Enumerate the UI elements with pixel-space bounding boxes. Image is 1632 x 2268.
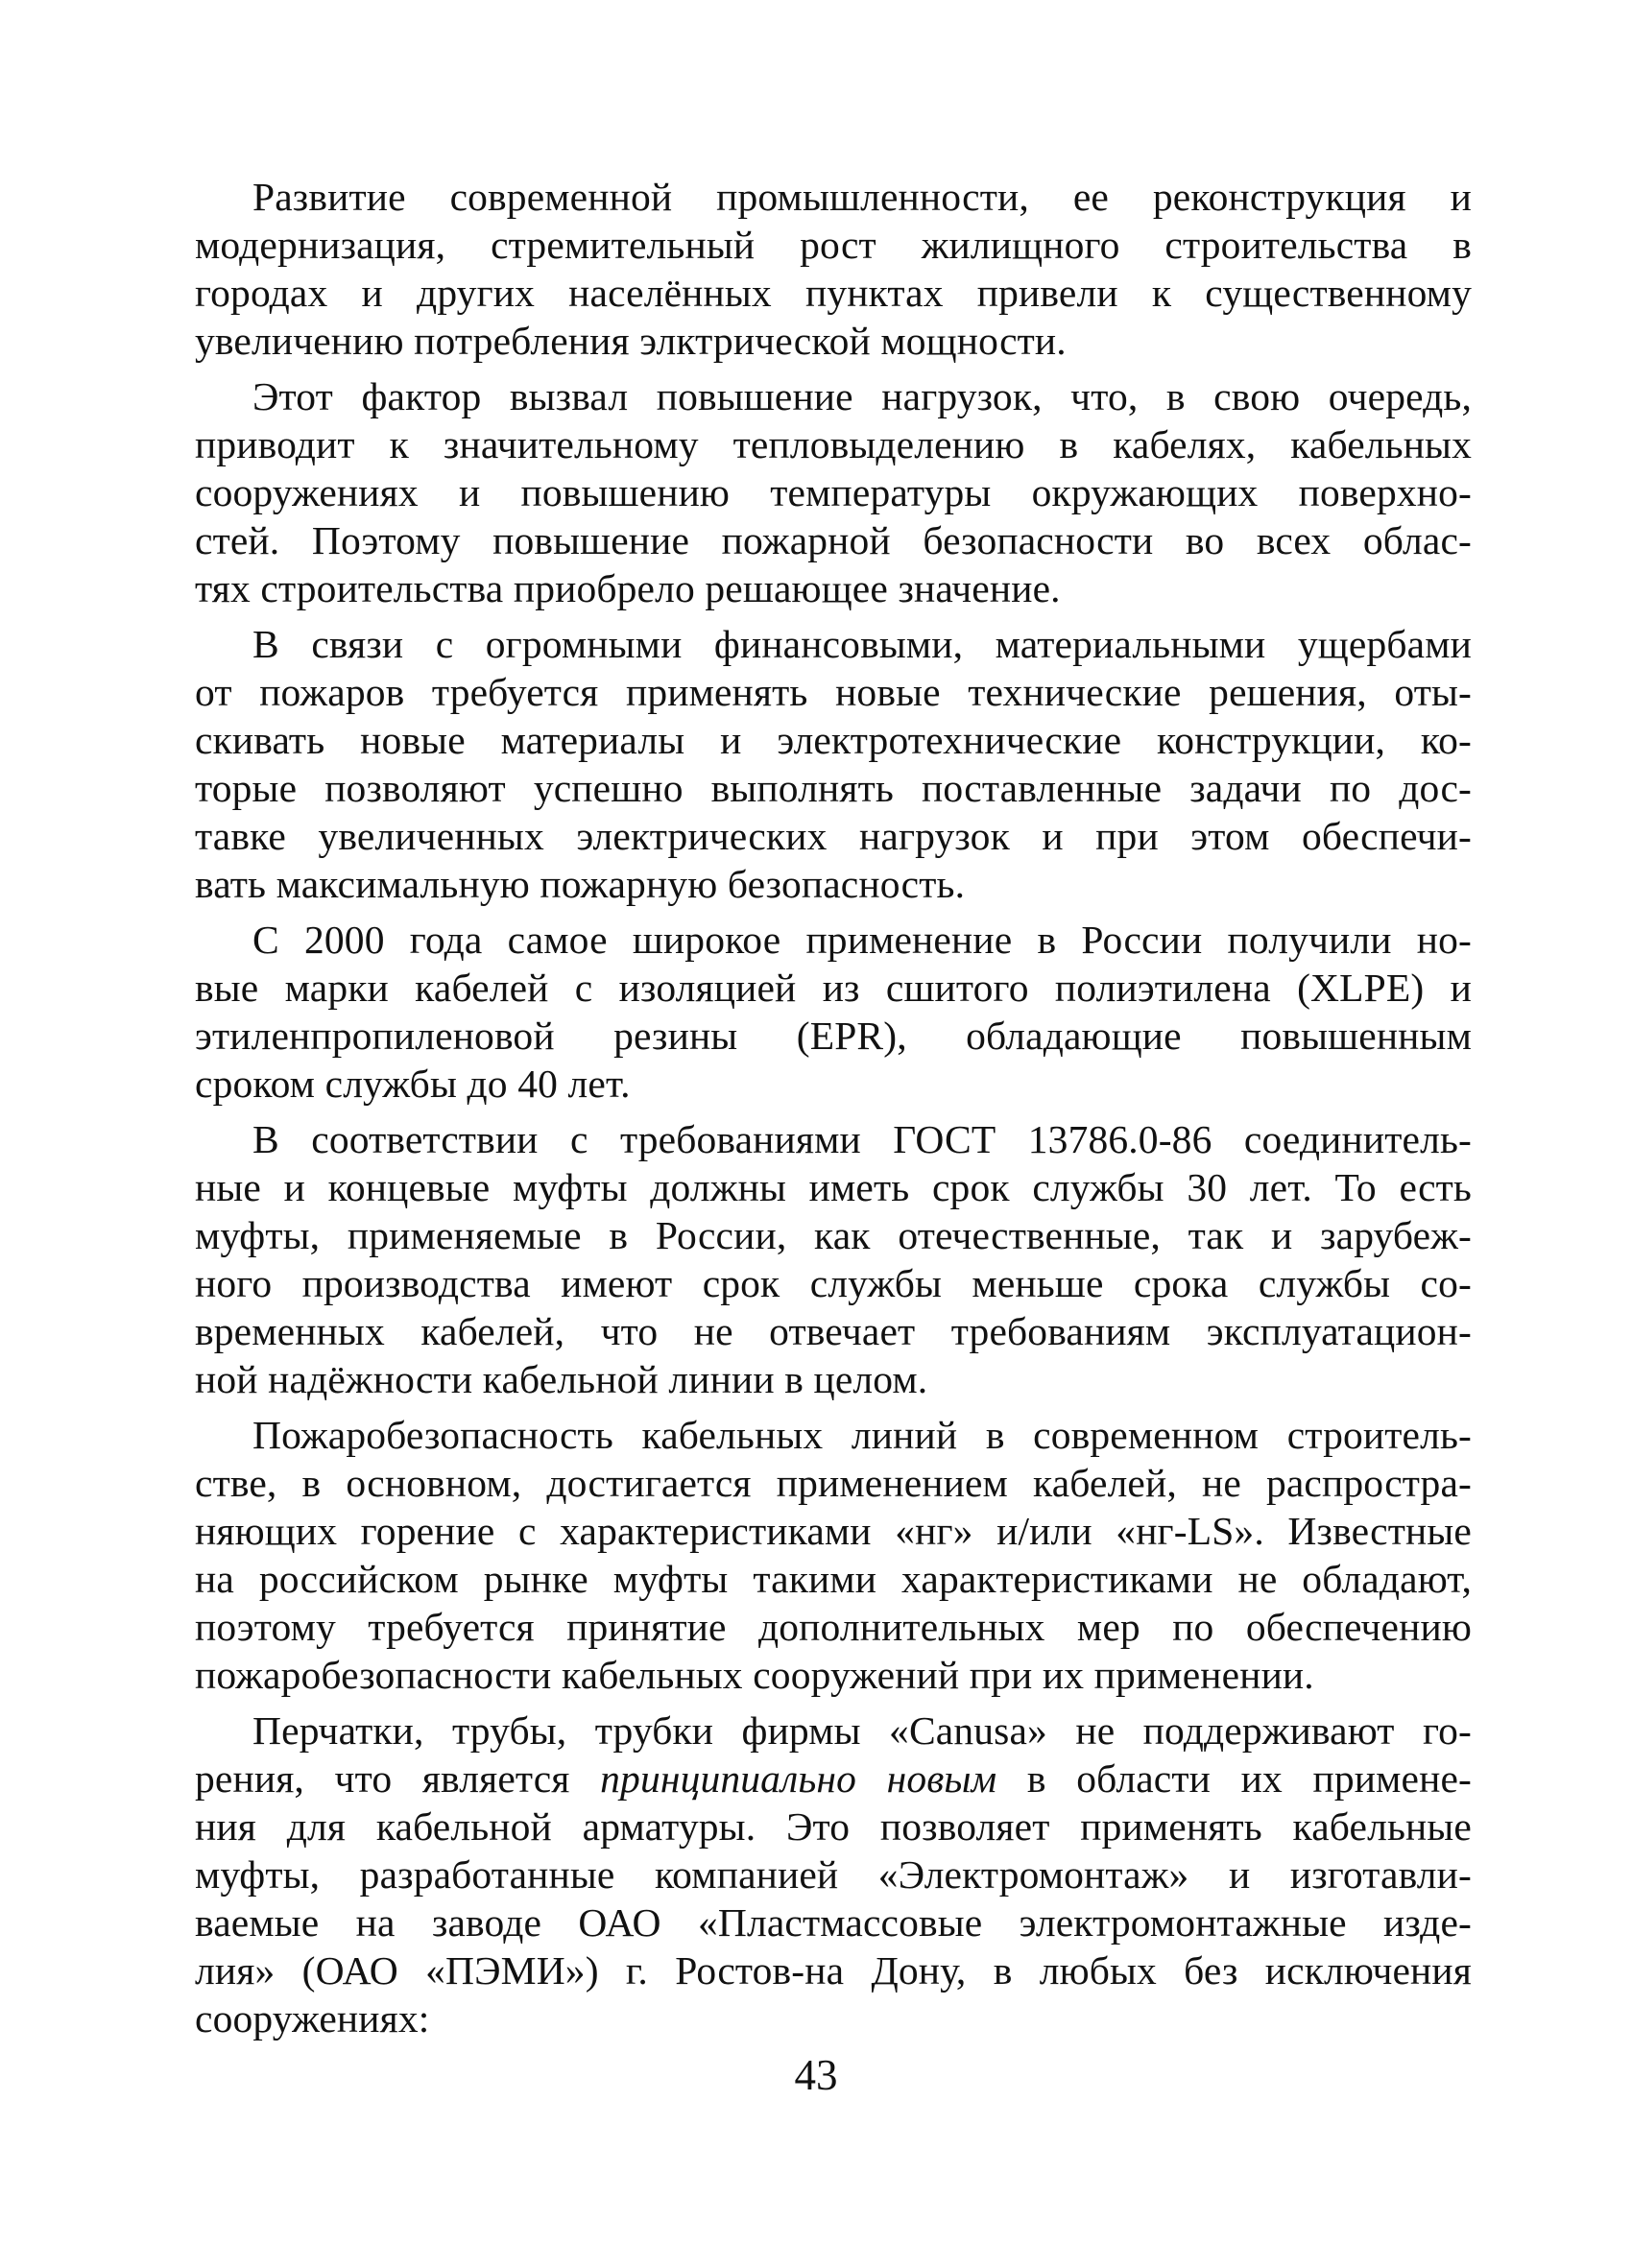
text-line: В соответствии с требованиями ГОСТ 13786.0-86 соединитель- — [252, 1117, 1472, 1161]
text-line: модернизация, стремительный рост жилищного строительства в — [195, 223, 1472, 267]
text-line: Пожаробезопасность кабельных линий в современном строитель- — [252, 1413, 1472, 1457]
text-line: муфты, разработанные компанией «Электромонтаж» и изготавли- — [195, 1852, 1472, 1897]
text-line: сооружениях и повышению температуры окружающих поверхно- — [195, 470, 1472, 514]
text-line: ной надёжности кабельной линии в целом. — [195, 1357, 928, 1401]
text-line: вые марки кабелей с изоляцией из сшитого полиэтилена (XLPE) и — [195, 966, 1472, 1010]
text-line: стей. Поэтому повышение пожарной безопасности во всех облас- — [195, 518, 1472, 562]
paragraph — [195, 1411, 1472, 1699]
paragraph — [195, 620, 1472, 908]
body-text — [195, 173, 1472, 2050]
text-line: ния для кабельной арматуры. Это позволяет применять кабельные — [195, 1804, 1472, 1849]
text-line: скивать новые материалы и электротехнические конструкции, ко- — [195, 718, 1472, 762]
paragraph — [195, 372, 1472, 612]
text-line: увеличению потребления элктрической мощности. — [195, 319, 1067, 363]
text-line: Перчатки, трубы, трубки фирмы «Canusa» не поддерживают го- — [252, 1708, 1472, 1753]
text-line: пожаробезопасности кабельных сооружений при их применении. — [195, 1653, 1314, 1697]
text-line: В связи с огромными финансовыми, материальными ущербами — [252, 622, 1472, 666]
text-line: лия» (ОАО «ПЭМИ») г. Ростов-на Дону, в любых без исключения — [195, 1948, 1472, 1993]
text-line: Развитие современной промышленности, ее реконструкция и — [252, 175, 1472, 219]
text-line: от пожаров требуется применять новые технические решения, оты- — [195, 670, 1472, 714]
paragraph — [195, 173, 1472, 365]
text-line: ные и концевые муфты должны иметь срок службы 30 лет. То есть — [195, 1165, 1472, 1209]
text-line: ваемые на заводе ОАО «Пластмассовые электромонтажные изде- — [195, 1900, 1472, 1945]
text-line: на российском рынке муфты такими характеристиками не обладают, — [195, 1557, 1472, 1601]
text-line: вать максимальную пожарную безопасность. — [195, 862, 966, 906]
text-line: рения, что является принципиально новым в области их примене- — [195, 1756, 1472, 1801]
text-line: муфты, применяемые в России, как отечественные, так и зарубеж- — [195, 1213, 1472, 1257]
paragraph — [195, 916, 1472, 1108]
paragraph — [195, 1115, 1472, 1403]
text-line: С 2000 года самое широкое применение в России получили но- — [252, 918, 1472, 962]
text-line: этиленпропиленовой резины (EPR), обладающие повышенным — [195, 1014, 1472, 1058]
text-line: няющих горение с характеристиками «нг» и/или «нг-LS». Известные — [195, 1509, 1472, 1553]
text-line: торые позволяют успешно выполнять поставленные задачи по дос- — [195, 766, 1472, 810]
text-line: Этот фактор вызвал повышение нагрузок, что, в свою очередь, — [252, 374, 1472, 418]
text-line: поэтому требуется принятие дополнительных мер по обеспечению — [195, 1605, 1472, 1649]
paragraph — [195, 1707, 1472, 2042]
text-line: сроком службы до 40 лет. — [195, 1062, 631, 1106]
text-line: ного производства имеют срок службы меньше срока службы со- — [195, 1261, 1472, 1305]
page-number: 43 — [794, 2051, 838, 2099]
text-line: тях строительства приобрело решающее значение. — [195, 566, 1061, 610]
text-line: городах и других населённых пунктах привели к существенному — [195, 271, 1472, 315]
text-line: сооружениях: — [195, 1996, 430, 2041]
text-line: тавке увеличенных электрических нагрузок и при этом обеспечи- — [195, 814, 1472, 858]
text-line: временных кабелей, что не отвечает требованиям эксплуатацион- — [195, 1309, 1472, 1353]
text-line: стве, в основном, достигается применением кабелей, не распростра- — [195, 1461, 1472, 1505]
emphasis-text: принципиально новым — [600, 1756, 997, 1801]
text-line: приводит к значительному тепловыделению в кабелях, кабельных — [195, 422, 1472, 466]
